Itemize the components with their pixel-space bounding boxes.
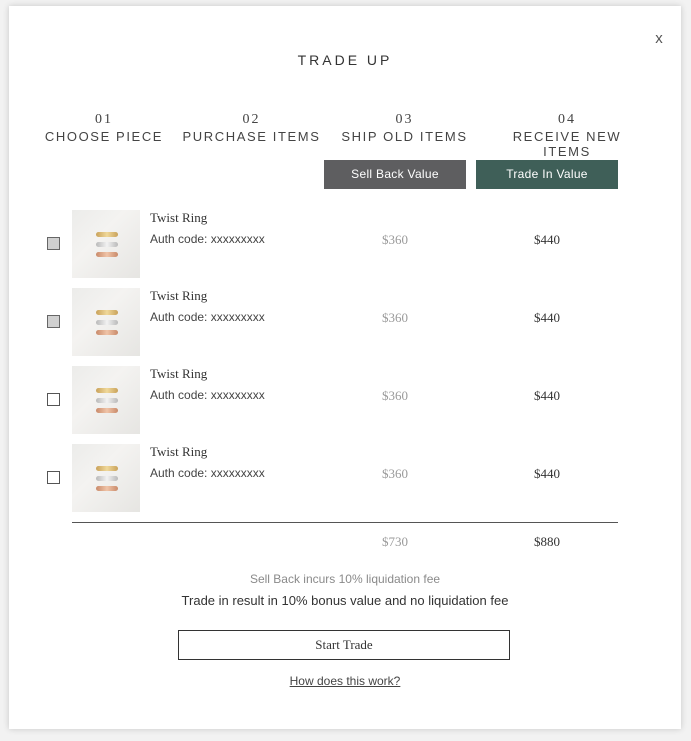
item-trade-value: $440 bbox=[534, 232, 560, 247]
item-row bbox=[9, 288, 681, 356]
ring-thumbnail bbox=[72, 288, 140, 356]
sell-back-fee-note: Sell Back incurs 10% liquidation fee bbox=[249, 572, 441, 586]
trade-in-bonus-note: Trade in result in 10% bonus value and no liquidation fee bbox=[181, 593, 509, 608]
step-label: PURCHASE ITEMS bbox=[182, 129, 321, 144]
step-ship-old-items bbox=[337, 112, 472, 144]
item-checkbox[interactable] bbox=[47, 237, 60, 250]
rose-band-image bbox=[96, 252, 118, 257]
item-name: Twist Ring bbox=[150, 210, 208, 225]
item-row bbox=[9, 444, 681, 512]
item-sell-value: $360 bbox=[382, 466, 408, 481]
item-sell-value: $360 bbox=[382, 310, 408, 325]
step-choose-piece bbox=[39, 112, 169, 144]
silver-band-image bbox=[96, 242, 118, 247]
step-label: RECEIVE NEW ITEMS bbox=[512, 129, 622, 159]
gold-band-image bbox=[96, 310, 118, 315]
item-row bbox=[9, 366, 681, 434]
ring-thumbnail bbox=[72, 444, 140, 512]
step-purchase-items bbox=[179, 112, 324, 144]
item-sell-value: $360 bbox=[382, 388, 408, 403]
silver-band-image bbox=[96, 320, 118, 325]
item-name: Twist Ring bbox=[150, 444, 208, 459]
trade-in-value-header[interactable]: Trade In Value bbox=[476, 160, 618, 189]
start-trade-button[interactable]: Start Trade bbox=[178, 630, 510, 660]
gold-band-image bbox=[96, 388, 118, 393]
item-checkbox[interactable] bbox=[47, 471, 60, 484]
item-auth-code: Auth code: xxxxxxxxx bbox=[150, 310, 265, 324]
step-receive-new-items bbox=[487, 112, 647, 159]
gold-band-image bbox=[96, 232, 118, 237]
item-auth-code: Auth code: xxxxxxxxx bbox=[150, 388, 265, 402]
step-label: SHIP OLD ITEMS bbox=[341, 129, 468, 144]
rose-band-image bbox=[96, 408, 118, 413]
silver-band-image bbox=[96, 476, 118, 481]
gold-band-image bbox=[96, 466, 118, 471]
totals-divider bbox=[72, 522, 618, 523]
item-trade-value: $440 bbox=[534, 388, 560, 403]
step-number: 01 bbox=[95, 112, 113, 127]
item-name: Twist Ring bbox=[150, 366, 208, 381]
step-number: 02 bbox=[242, 112, 261, 127]
ring-thumbnail bbox=[72, 210, 140, 278]
item-row bbox=[9, 210, 681, 278]
ring-thumbnail bbox=[72, 366, 140, 434]
silver-band-image bbox=[96, 398, 118, 403]
rose-band-image bbox=[96, 486, 118, 491]
item-auth-code: Auth code: xxxxxxxxx bbox=[150, 466, 265, 480]
item-name: Twist Ring bbox=[150, 288, 208, 303]
step-number: 04 bbox=[558, 112, 576, 127]
item-auth-code: Auth code: xxxxxxxxx bbox=[150, 232, 265, 246]
item-trade-value: $440 bbox=[534, 310, 560, 325]
trade-up-modal bbox=[9, 6, 681, 729]
total-sell-back-value: $730 bbox=[382, 534, 408, 549]
item-sell-value: $360 bbox=[382, 232, 408, 247]
rose-band-image bbox=[96, 330, 118, 335]
modal-title: TRADE UP bbox=[297, 52, 393, 68]
item-trade-value: $440 bbox=[534, 466, 560, 481]
how-does-this-work-link[interactable]: How does this work? bbox=[289, 674, 401, 688]
item-checkbox[interactable] bbox=[47, 393, 60, 406]
sell-back-value-header[interactable]: Sell Back Value bbox=[324, 160, 466, 189]
item-checkbox[interactable] bbox=[47, 315, 60, 328]
step-label: CHOOSE PIECE bbox=[44, 129, 164, 144]
close-button[interactable]: x bbox=[655, 30, 663, 47]
total-trade-in-value: $880 bbox=[534, 534, 560, 549]
step-number: 03 bbox=[395, 112, 414, 127]
